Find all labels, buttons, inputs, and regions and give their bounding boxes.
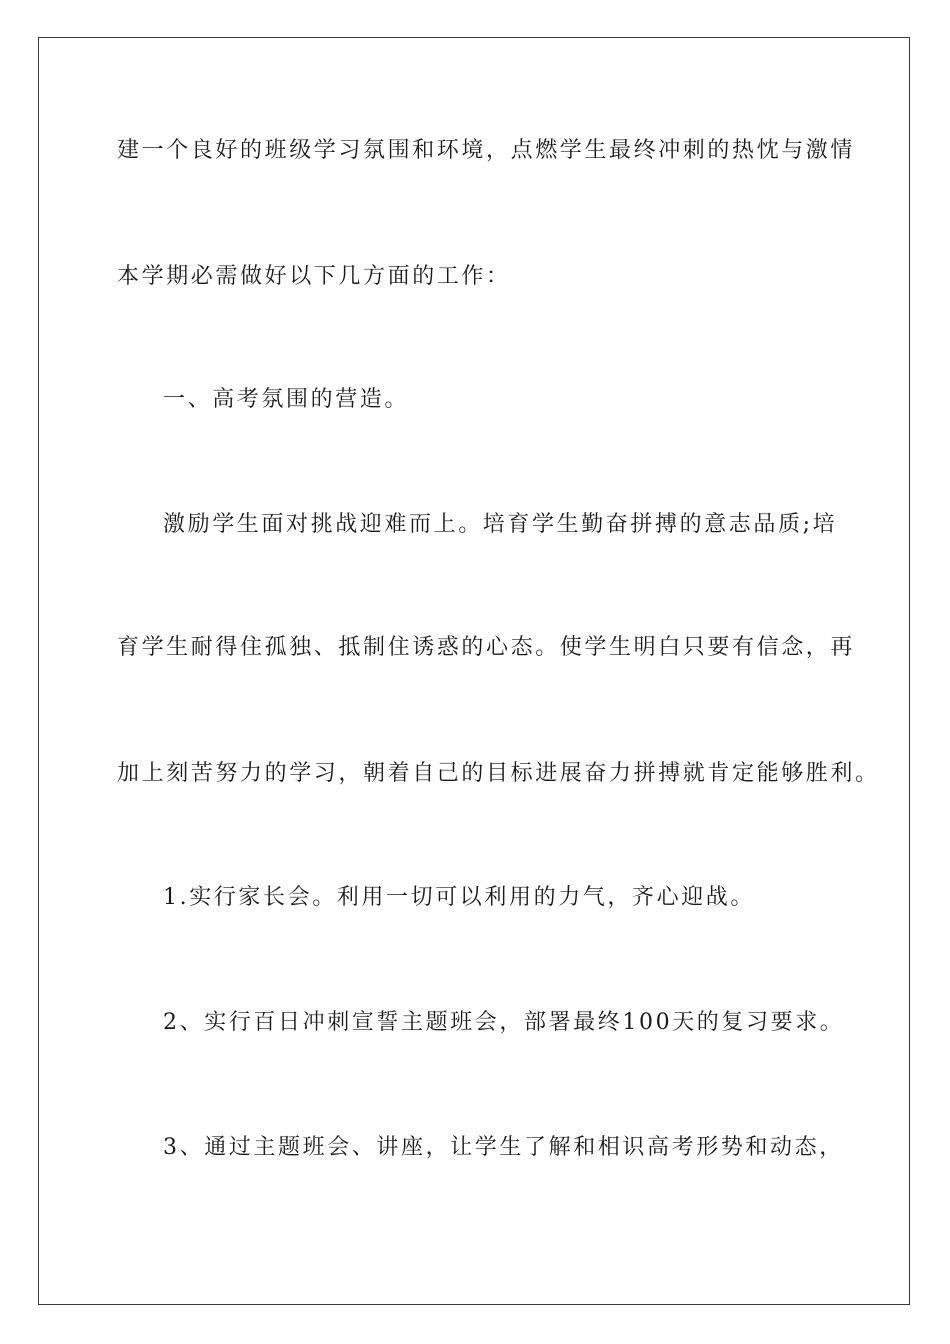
page-border [38, 37, 910, 1305]
list-item-1: 1.实行家长会。利用一切可以利用的力气，齐心迎战。 [163, 885, 755, 910]
paragraph-line-2: 本学期必需做好以下几方面的工作： [117, 264, 511, 289]
section-heading: 一、高考氛围的营造。 [163, 387, 410, 412]
list-item-3: 3、通过主题班会、讲座，让学生了解和相识高考形势和动态， [163, 1135, 844, 1160]
paragraph-line-1: 建一个良好的班级学习氛围和环境，点燃学生最终冲刺的热忱与激情 [117, 138, 856, 163]
list-item-2: 2、实行百日冲刺宣誓主题班会，部署最终100天的复习要求。 [163, 1010, 845, 1035]
paragraph-line-5: 育学生耐得住孤独、抵制住诱惑的心态。使学生明白只要有信念，再 [117, 635, 856, 660]
paragraph-line-4: 激励学生面对挑战迎难而上。培育学生勤奋拼搏的意志品质;培 [163, 512, 838, 537]
paragraph-line-6: 加上刻苦努力的学习，朝着自己的目标进展奋力拼搏就肯定能够胜利。 [117, 761, 880, 786]
